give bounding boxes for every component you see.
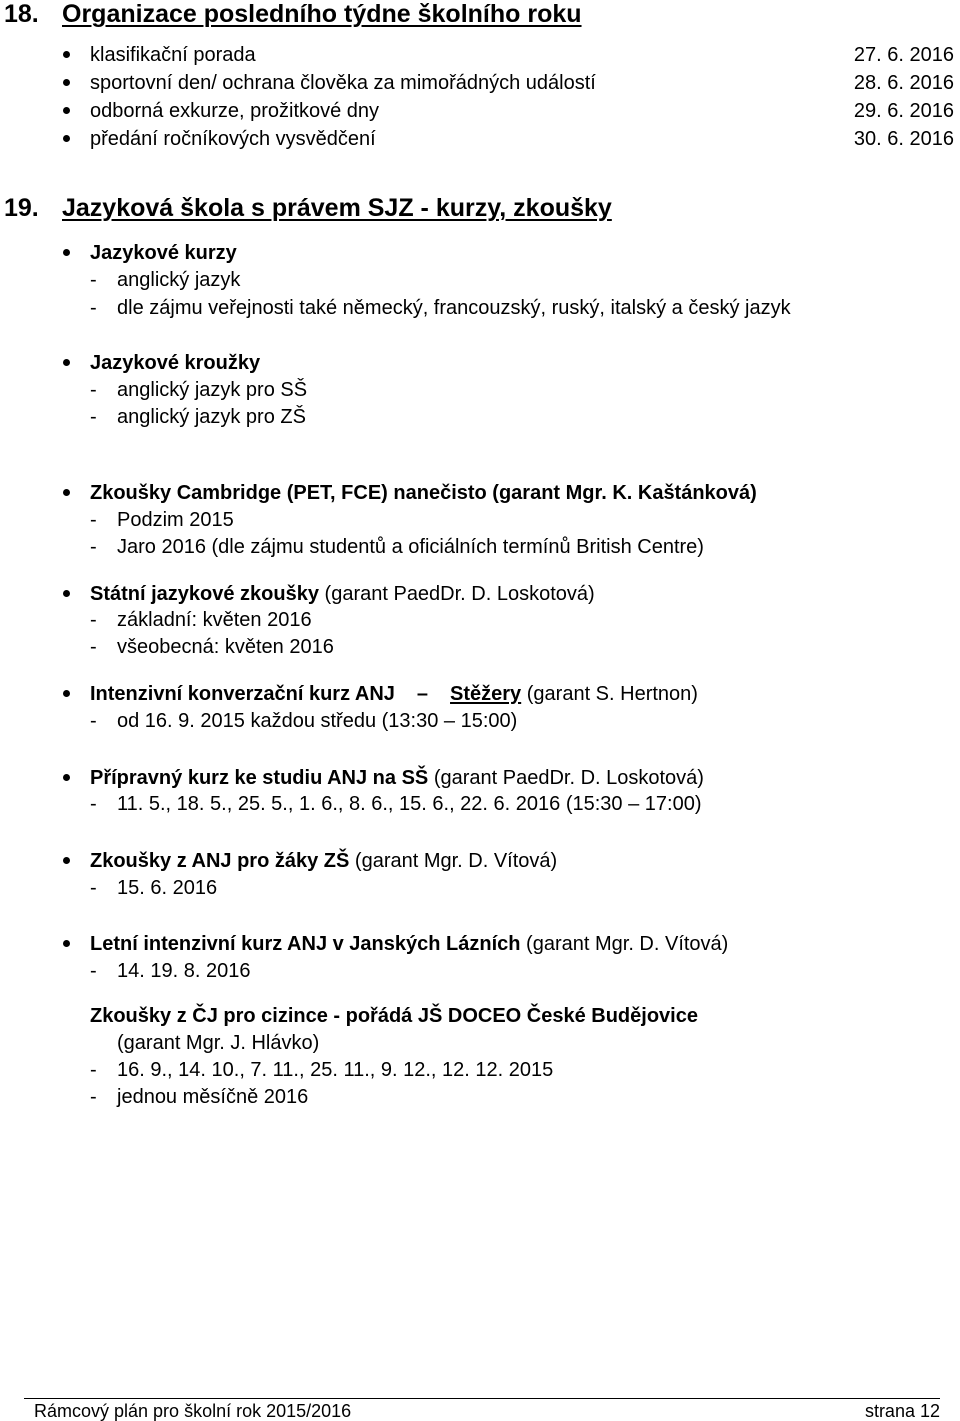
section-19-heading <box>4 194 612 223</box>
item-date: 29. 6. 2016 <box>853 100 954 122</box>
item-date: 28. 6. 2016 <box>853 72 954 94</box>
section-number: 18. <box>4 0 39 28</box>
sub-item: - základní: květen 2016 <box>90 609 312 631</box>
bullet-icon <box>63 135 70 142</box>
item-title: Letní intenzivní kurz ANJ v Janských Lázních (garant Mgr. D. Vítová) <box>90 933 729 955</box>
item-title: Zkoušky z ANJ pro žáky ZŠ (garant Mgr. D. Vítová) <box>90 850 558 872</box>
bullet-icon <box>63 107 70 114</box>
bullet-icon <box>63 359 70 366</box>
sub-item: - všeobecná: květen 2016 <box>90 636 334 658</box>
item-date: 30. 6. 2016 <box>853 128 954 150</box>
item-date: 27. 6. 2016 <box>853 44 954 66</box>
bullet-icon <box>63 249 70 256</box>
section-title: Jazyková škola s právem SJZ - kurzy, zkoušky <box>62 194 612 222</box>
sub-item: - 16. 9., 14. 10., 7. 11., 25. 11., 9. 12., 12. 12. 2015 <box>90 1059 554 1081</box>
bullet-icon <box>63 590 70 597</box>
section-18-heading <box>4 0 582 29</box>
item-title: Jazykové kurzy <box>90 242 237 264</box>
item-title: Jazykové kroužky <box>90 352 261 374</box>
sub-item: - Jaro 2016 (dle zájmu studentů a oficiálních termínů British Centre) <box>90 536 704 558</box>
item-label: sportovní den/ ochrana člověka za mimořádných událostí <box>90 72 596 94</box>
item-title: Zkoušky Cambridge (PET, FCE) nanečisto (garant Mgr. K. Kaštánková) <box>90 482 757 504</box>
sub-item: - anglický jazyk pro SŠ <box>90 379 308 401</box>
footer-divider <box>24 1398 940 1399</box>
item-title: Státní jazykové zkoušky (garant PaedDr. D. Loskotová) <box>90 583 595 605</box>
sub-item: - anglický jazyk pro ZŠ <box>90 406 306 428</box>
item-garant: (garant Mgr. J. Hlávko) <box>117 1032 320 1054</box>
sub-item: - od 16. 9. 2015 každou středu (13:30 – 15:00) <box>90 710 518 732</box>
bullet-icon <box>63 51 70 58</box>
sub-item: - anglický jazyk <box>90 269 241 291</box>
item-title: Zkoušky z ČJ pro cizince - pořádá JŠ DOCEO České Budějovice <box>90 1005 698 1027</box>
footer-title: Rámcový plán pro školní rok 2015/2016 <box>34 1401 352 1421</box>
item-title: Intenzivní konverzační kurz ANJ – Stěžery (garant S. Hertnon) <box>90 683 698 705</box>
bullet-icon <box>63 940 70 947</box>
sub-item: - Podzim 2015 <box>90 509 234 531</box>
item-label: předání ročníkových vysvědčení <box>90 128 376 150</box>
bullet-icon <box>63 690 70 697</box>
section-title: Organizace posledního týdne školního roku <box>62 0 582 28</box>
bullet-icon <box>63 857 70 864</box>
sub-item: - jednou měsíčně 2016 <box>90 1086 309 1108</box>
item-label: odborná exkurze, prožitkové dny <box>90 100 380 122</box>
item-label: klasifikační porada <box>90 44 256 66</box>
sub-item: - dle zájmu veřejnosti také německý, francouzský, ruský, italský a český jazyk <box>90 297 791 319</box>
sub-item: - 11. 5., 18. 5., 25. 5., 1. 6., 8. 6., 15. 6., 22. 6. 2016 (15:30 – 17:00) <box>90 793 702 815</box>
page-number: strana 12 <box>864 1401 940 1421</box>
bullet-icon <box>63 489 70 496</box>
section-number: 19. <box>4 194 39 222</box>
sub-item: - 15. 6. 2016 <box>90 877 218 899</box>
item-title: Přípravný kurz ke studiu ANJ na SŠ (garant PaedDr. D. Loskotová) <box>90 767 704 789</box>
bullet-icon <box>63 79 70 86</box>
bullet-icon <box>63 774 70 781</box>
sub-item: - 14. 19. 8. 2016 <box>90 960 251 982</box>
